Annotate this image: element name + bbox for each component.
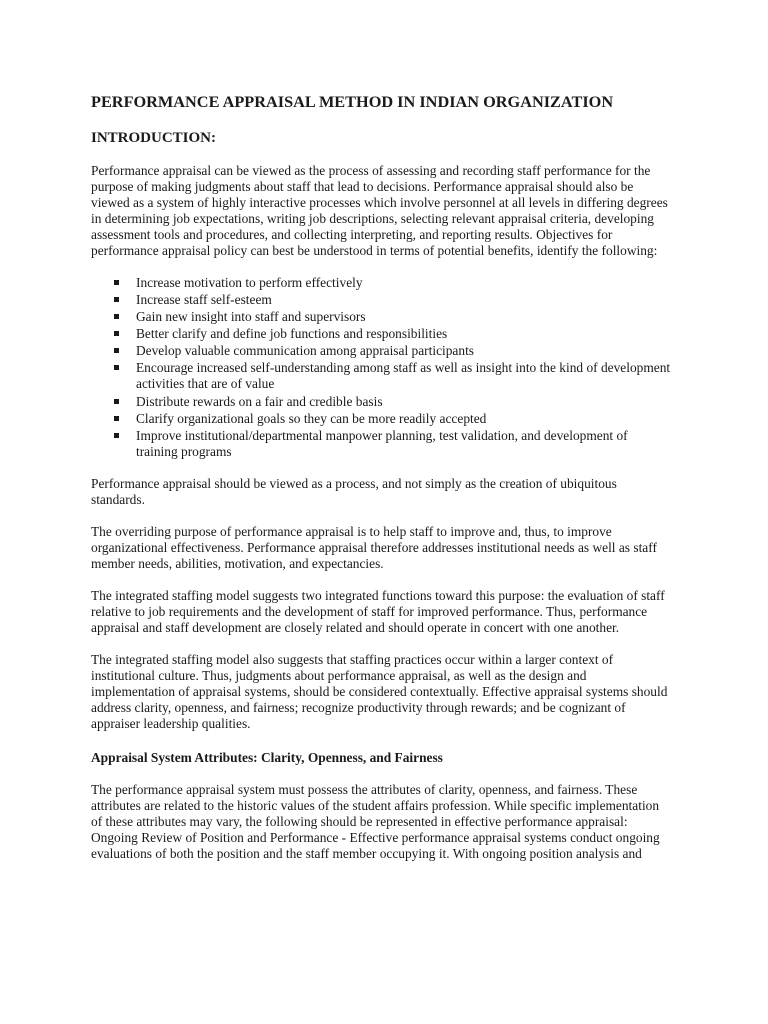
introduction-heading: INTRODUCTION: xyxy=(91,130,217,146)
square-bullet-icon xyxy=(114,331,119,336)
list-item xyxy=(91,326,671,342)
square-bullet-icon xyxy=(114,433,119,438)
list-item-text: Distribute rewards on a fair and credible basis xyxy=(136,393,383,409)
list-item-text: Improve institutional/departmental manpower planning, test validation, and development of training programs xyxy=(136,427,628,459)
square-bullet-icon xyxy=(114,297,119,302)
document-title: PERFORMANCE APPRAISAL METHOD IN INDIAN ORGANIZATION xyxy=(91,92,614,111)
list-item xyxy=(91,411,671,427)
list-item xyxy=(91,394,671,410)
square-bullet-icon xyxy=(114,416,119,421)
list-item-text: Develop valuable communication among appraisal participants xyxy=(136,343,475,359)
list-item-text: Gain new insight into staff and supervisors xyxy=(136,309,366,325)
list-item xyxy=(91,309,671,325)
list-item-text: Increase motivation to perform effectively xyxy=(136,275,363,290)
square-bullet-icon xyxy=(114,399,119,404)
section-heading-attributes: Appraisal System Attributes: Clarity, Openness, and Fairness xyxy=(91,749,443,765)
square-bullet-icon xyxy=(114,365,119,370)
paragraph-integrated-functions: The integrated staffing model suggests two integrated functions toward this purpose: the evaluation of staff relative to job requirements and the development of staff for improved performance. Thus, performance appraisal and staff development are closely related and should operate in concert with one another. xyxy=(91,587,665,635)
list-item xyxy=(91,292,671,308)
list-item xyxy=(91,428,671,460)
list-item xyxy=(91,343,671,359)
paragraph-attributes: The performance appraisal system must possess the attributes of clarity, openness, and fairness. These attributes are related to the historic values of the student affairs profession. While specific implementation of these attributes may vary, the following should be represented in effective performance appraisal: Ongoing Review of Position and Performance - Effective performance appraisal systems conduct ongoing evaluations of both the position and the staff member occupying it. With ongoing position analysis and xyxy=(91,781,660,861)
paragraph-process: Performance appraisal should be viewed as a process, and not simply as the creation of ubiquitous standards. xyxy=(91,475,617,507)
intro-paragraph: Performance appraisal can be viewed as the process of assessing and recording staff performance for the purpose of making judgments about staff that lead to decisions. Performance appraisal should also be viewed as a system of highly interactive processes which involve personnel at all levels in differing degrees in determining job expectations, writing job descriptions, selecting relevant appraisal criteria, developing assessment tools and procedures, and collecting interpreting, and reporting results. Objectives for performance appraisal policy can best be understood in terms of potential benefits, identify the following: xyxy=(91,163,668,258)
square-bullet-icon xyxy=(114,280,119,285)
list-item xyxy=(91,360,671,392)
list-item-text: Clarify organizational goals so they can be more readily accepted xyxy=(136,410,487,426)
document-page xyxy=(91,92,671,862)
paragraph-institutional-culture: The integrated staffing model also suggests that staffing practices occur within a larger context of institutional culture. Thus, judgments about performance appraisal, as well as the design and implementation of appraisal systems, should be considered contextually. Effective appraisal systems should address clarity, openness, and fairness; recognize productivity through rewards; and be cognizant of appraiser leadership qualities. xyxy=(91,651,668,731)
square-bullet-icon xyxy=(114,314,119,319)
square-bullet-icon xyxy=(114,348,119,353)
list-item-text: Encourage increased self-understanding among staff as well as insight into the kind of development activities that are of value xyxy=(136,360,671,392)
list-item-text: Increase staff self-esteem xyxy=(136,292,272,308)
paragraph-purpose: The overriding purpose of performance appraisal is to help staff to improve and, thus, to improve organizational effectiveness. Performance appraisal therefore addresses institutional needs as well as staff member needs, abilities, motivation, and expectancies. xyxy=(91,523,657,571)
list-item-text: Better clarify and define job functions and responsibilities xyxy=(136,326,448,342)
list-item xyxy=(91,275,671,291)
benefits-list xyxy=(91,275,671,460)
